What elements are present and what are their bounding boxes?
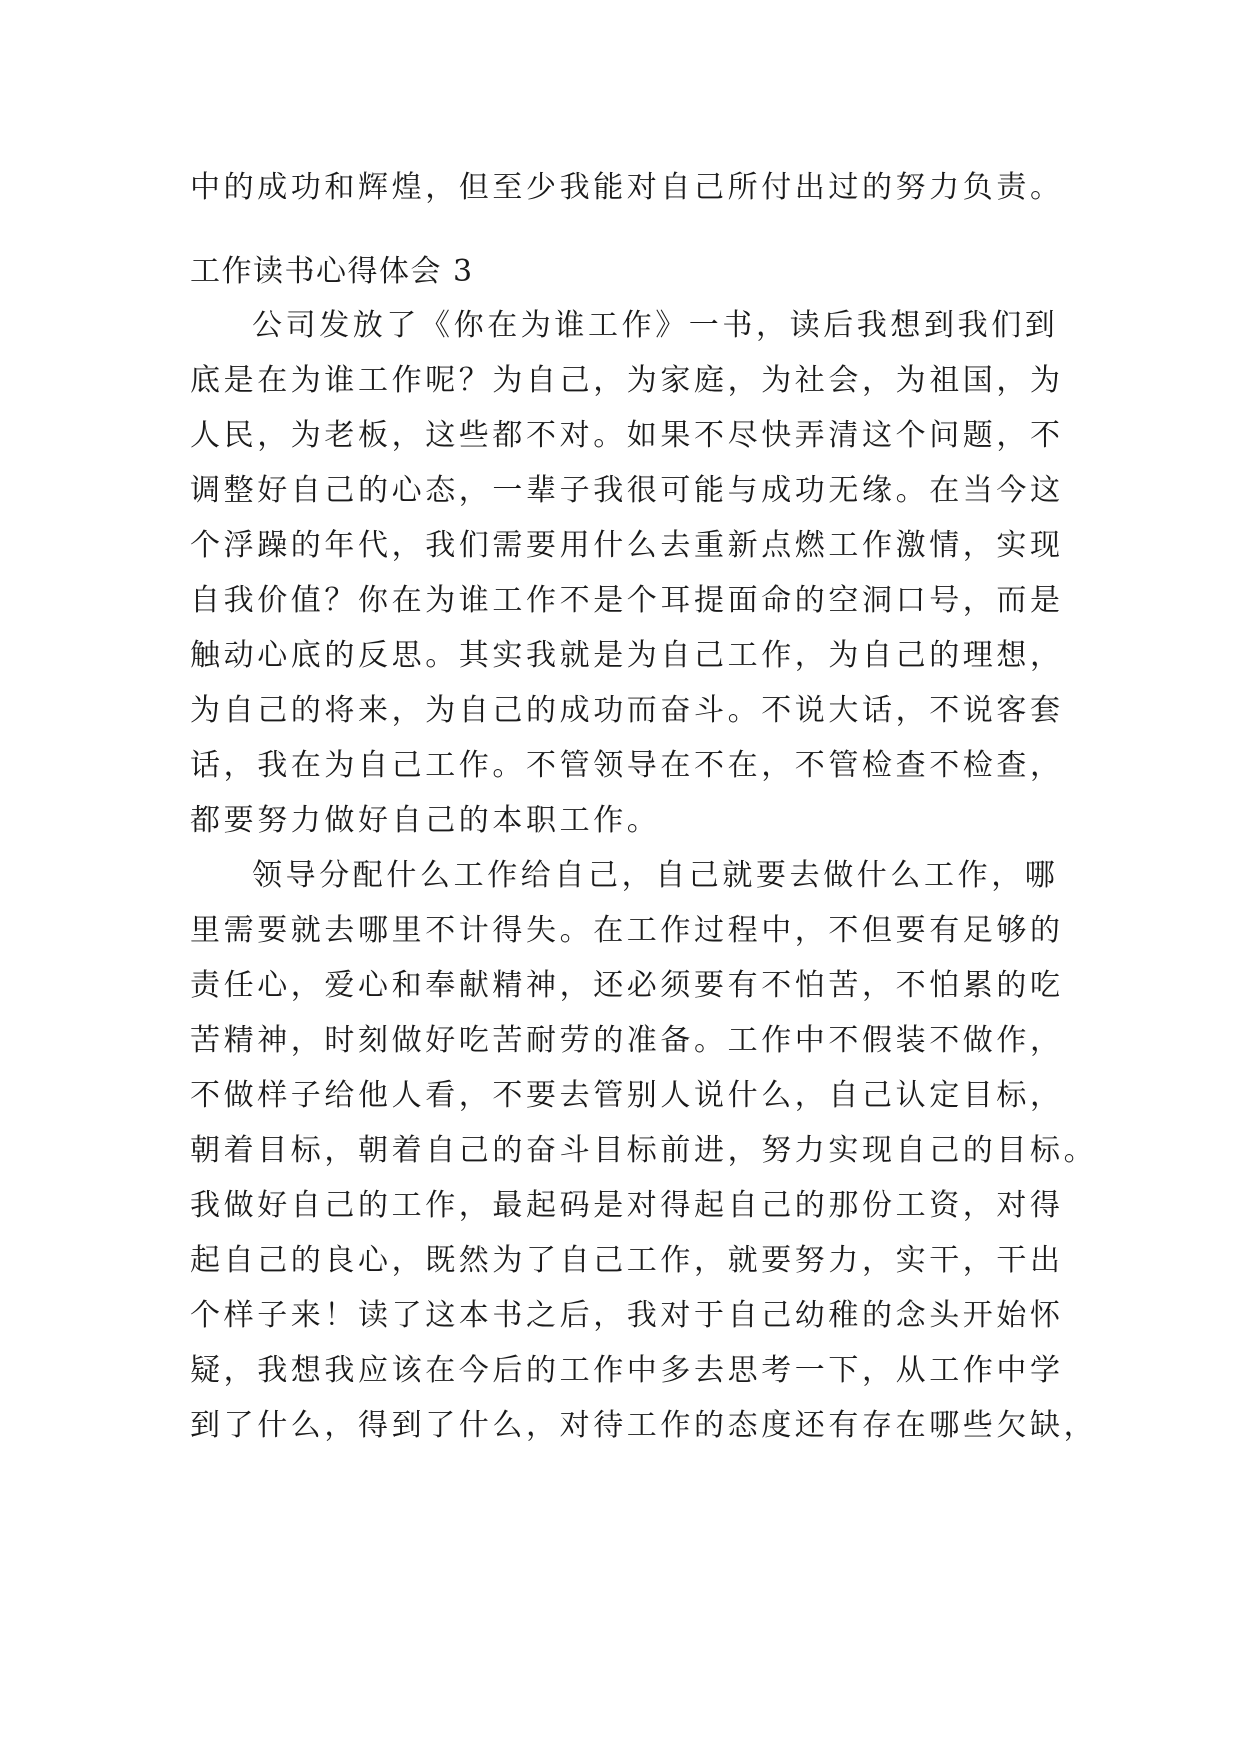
paragraph-line: 调整好自己的心态，一辈子我很可能与成功无缘。在当今这 (190, 473, 1064, 508)
paragraph-line: 苦精神，时刻做好吃苦耐劳的准备。工作中不假装不做作， (190, 1023, 1064, 1058)
paragraph-line: 领导分配什么工作给自己，自己就要去做什么工作，哪 (252, 858, 1059, 893)
paragraph-line: 疑，我想我应该在今后的工作中多去思考一下，从工作中学 (190, 1353, 1064, 1388)
paragraph-line: 都要努力做好自己的本职工作。 (190, 803, 661, 838)
paragraph-line: 朝着目标，朝着自己的奋斗目标前进，努力实现自己的目标。 (190, 1133, 1098, 1168)
paragraph-line: 公司发放了《你在为谁工作》一书，读后我想到我们到 (252, 308, 1059, 343)
section-heading: 工作读书心得体会 3 (190, 254, 474, 289)
paragraph-line: 底是在为谁工作呢？为自己，为家庭，为社会，为祖国，为 (190, 363, 1064, 398)
paragraph-line: 不做样子给他人看，不要去管别人说什么，自己认定目标， (190, 1078, 1064, 1113)
paragraph-line: 人民，为老板，这些都不对。如果不尽快弄清这个问题，不 (190, 418, 1064, 453)
paragraph-line: 责任心，爱心和奉献精神，还必须要有不怕苦，不怕累的吃 (190, 968, 1064, 1003)
paragraph-line: 触动心底的反思。其实我就是为自己工作，为自己的理想， (190, 638, 1064, 673)
paragraph-line: 到了什么，得到了什么，对待工作的态度还有存在哪些欠缺， (190, 1408, 1098, 1443)
paragraph-line: 为自己的将来，为自己的成功而奋斗。不说大话，不说客套 (190, 693, 1064, 728)
paragraph-line: 里需要就去哪里不计得失。在工作过程中，不但要有足够的 (190, 913, 1064, 948)
paragraph-line: 起自己的良心，既然为了自己工作，就要努力，实干，干出 (190, 1243, 1064, 1278)
paragraph-line: 话，我在为自己工作。不管领导在不在，不管检查不检查， (190, 748, 1064, 783)
paragraph-line: 自我价值？你在为谁工作不是个耳提面命的空洞口号，而是 (190, 583, 1064, 618)
paragraph-line: 中的成功和辉煌，但至少我能对自己所付出过的努力负责。 (190, 170, 1064, 205)
paragraph-line: 个样子来！读了这本书之后，我对于自己幼稚的念头开始怀 (190, 1298, 1064, 1333)
paragraph-line: 个浮躁的年代，我们需要用什么去重新点燃工作激情，实现 (190, 528, 1064, 563)
paragraph-line: 我做好自己的工作，最起码是对得起自己的那份工资，对得 (190, 1188, 1064, 1223)
